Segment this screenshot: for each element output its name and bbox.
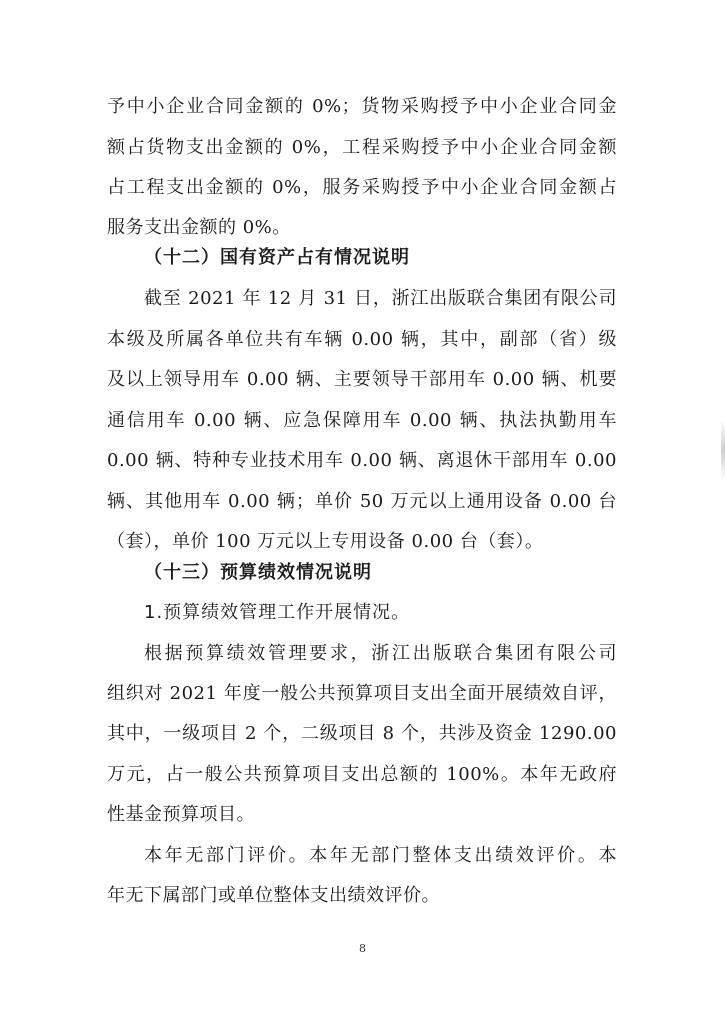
paragraph-line: 服务支出金额的 0%。 (107, 217, 291, 238)
paragraph-line: 万元，占一般公共预算项目支出总额的 100%。本年无政府 (107, 764, 617, 785)
paragraph-line: 及以上领导用车 0.00 辆、主要领导干部用车 0.00 辆、机要 (107, 369, 617, 390)
paragraph-line: （套），单价 100 万元以上专用设备 0.00 台（套）。 (107, 531, 544, 552)
section-heading-13: （十三）预算绩效情况说明 (144, 562, 372, 583)
scan-edge-mark (721, 420, 725, 480)
paragraph-line: 0.00 辆、特种专业技术用车 0.00 辆、离退休干部用车 0.00 (107, 450, 617, 471)
paragraph-line: 截至 2021 年 12 月 31 日，浙江出版联合集团有限公司 (144, 288, 617, 309)
paragraph-line: 性基金预算项目。 (107, 804, 255, 825)
paragraph-line: 占工程支出金额的 0%，服务采购授予中小企业合同金额占 (107, 177, 617, 198)
paragraph-line: 辆、其他用车 0.00 辆；单价 50 万元以上通用设备 0.00 台 (107, 491, 617, 512)
paragraph-line: 组织对 2021 年度一般公共预算项目支出全面开展绩效自评， (107, 683, 617, 704)
paragraph-line: 予中小企业合同金额的 0%；货物采购授予中小企业合同金 (107, 96, 617, 117)
section-heading-12: （十二）国有资产占有情况说明 (144, 247, 410, 268)
paragraph-line: 额占货物支出金额的 0%，工程采购授予中小企业合同金额 (107, 137, 617, 158)
subsection-heading: 1.预算绩效管理工作开展情况。 (144, 602, 411, 623)
paragraph-line: 本级及所属各单位共有车辆 0.00 辆，其中，副部（省）级 (107, 329, 617, 350)
paragraph-line: 根据预算绩效管理要求，浙江出版联合集团有限公司 (144, 643, 617, 664)
paragraph-line: 其中，一级项目 2 个，二级项目 8 个，共涉及资金 1290.00 (107, 723, 617, 744)
paragraph-line: 通信用车 0.00 辆、应急保障用车 0.00 辆、执法执勤用车 (107, 410, 617, 431)
page-number: 8 (359, 942, 366, 955)
paragraph-line: 本年无部门评价。本年无部门整体支出绩效评价。本 (144, 845, 617, 866)
paragraph-line: 年无下属部门或单位整体支出绩效评价。 (107, 885, 440, 906)
